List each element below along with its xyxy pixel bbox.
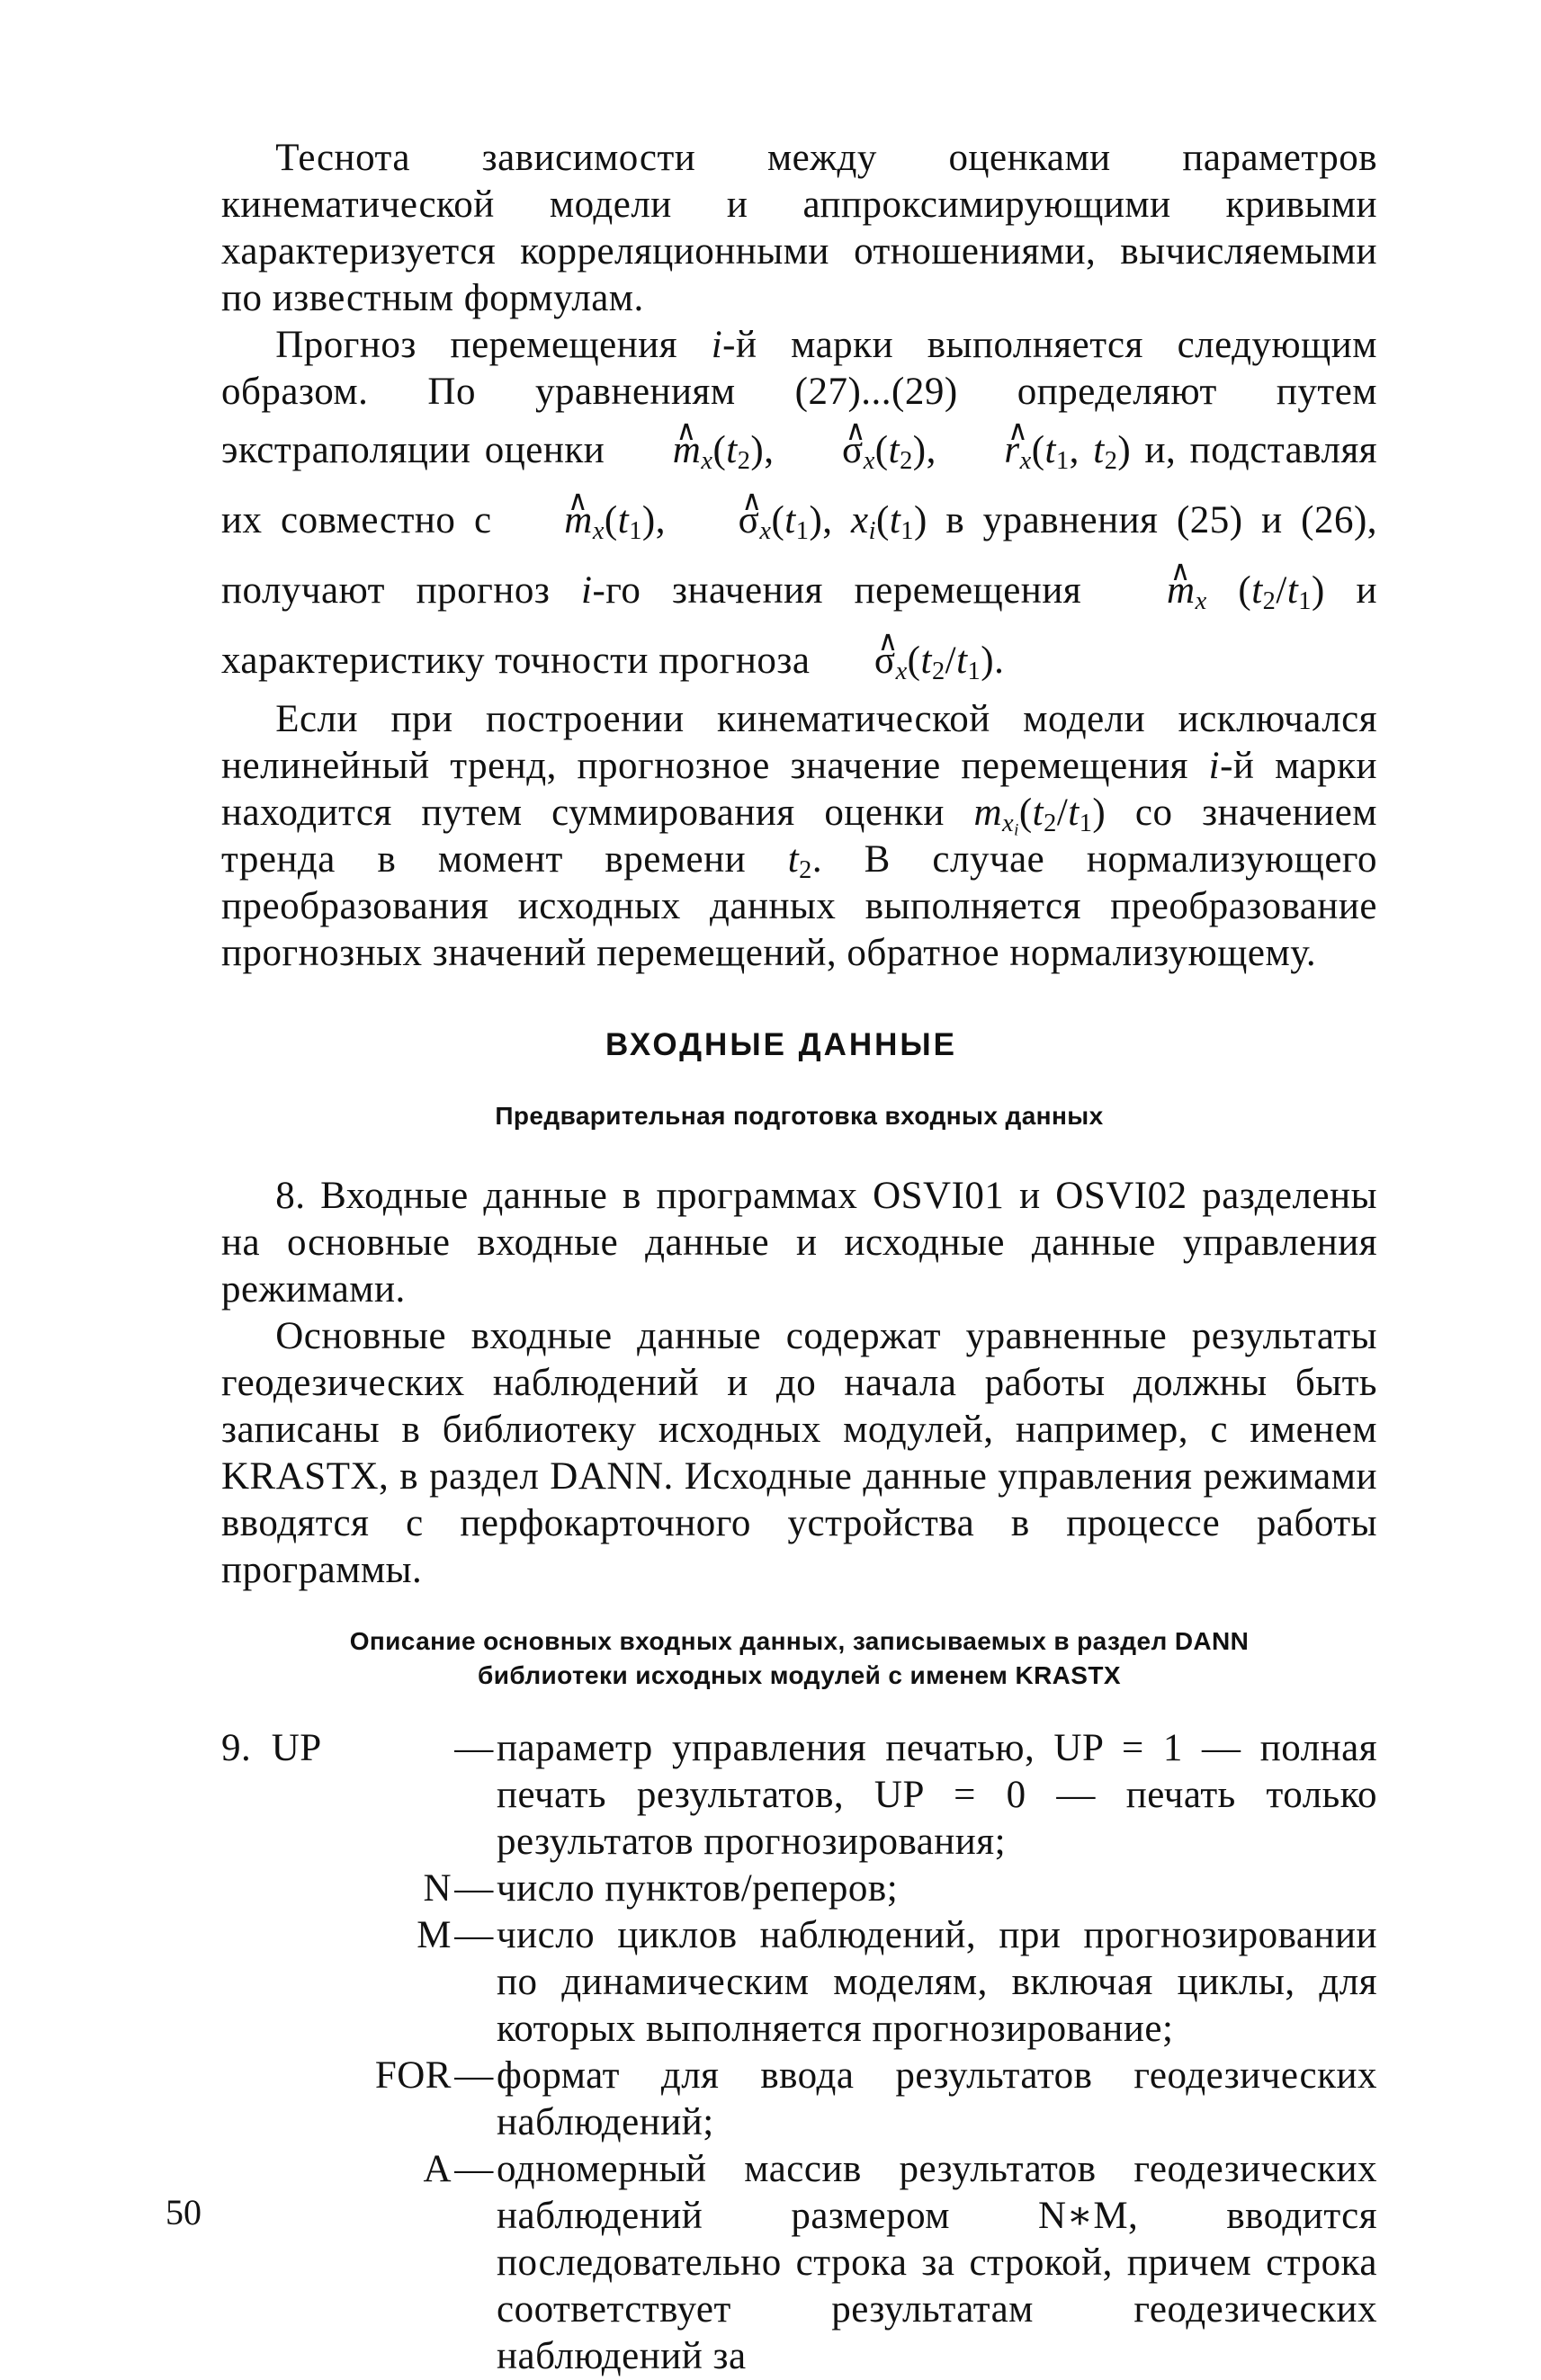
definition-term: A bbox=[423, 2148, 452, 2190]
paragraph-2-part-d: в уравнения (25) и (26), получают прогноз bbox=[221, 499, 1378, 612]
definition-dash: — bbox=[454, 1867, 494, 1910]
paragraph-2-part-b: -й марки выполняется следующим образом. По уравнениям (27)...(29) определяют путем экстраполяции оценки bbox=[221, 324, 1377, 471]
subsection-title-2-line-1: Описание основных входных данных, записываемых в раздел DANN bbox=[349, 1627, 1250, 1655]
paragraph-5: Основные входные данные содержат уравненные результаты геодезических наблюдений и до начала работы должны быть записаны в библиотеку исходных модулей, например, с именем KRASTX, в раздел DANN. Исходные данные управления режимами вводятся с перфокарточного устройства в процессе работы программы. bbox=[221, 1315, 1377, 1591]
definition-term: M bbox=[417, 1914, 452, 1956]
definition-text: формат для ввода результатов геодезических наблюдений; bbox=[497, 2054, 1377, 2143]
paragraph-3-part-c: со значением тренда в момент времени bbox=[221, 792, 1377, 881]
paragraph-4: 8. Входные данные в программах OSVI01 и OSVI02 разделены на основные входные данные и исходные данные управления режимами. bbox=[221, 1175, 1377, 1311]
definition-item bbox=[221, 1866, 1377, 1912]
subsection-title-2 bbox=[221, 1624, 1377, 1693]
paragraph-2-part-a: Прогноз перемещения bbox=[275, 324, 678, 366]
definition-item bbox=[221, 2053, 1377, 2146]
paragraph-3-part-a: Если при построении кинематической модели исключался нелинейный тренд, прогнозное значение перемещения bbox=[221, 698, 1377, 787]
definition-dash: — bbox=[454, 2054, 494, 2097]
definition-text: число пунктов/реперов; bbox=[497, 1867, 899, 1910]
paragraph-2-part-f: и характеристику точности прогноза bbox=[221, 569, 1377, 682]
definition-list bbox=[221, 1725, 1377, 2380]
definition-text: одномерный массив результатов геодезических наблюдений размером N∗M, вводится последовательно строка за строкой, причем строка соответствует результатам геодезических наблюдений за bbox=[497, 2148, 1377, 2377]
page-body bbox=[221, 135, 1377, 2380]
definition-item bbox=[221, 1725, 1377, 1866]
definition-dash: — bbox=[454, 1727, 494, 1769]
paragraph-3: Если при построении кинематической модели исключался нелинейный тренд, прогнозное значение перемещения i-й марки находится путем суммирования оценки $m_{x_i}(t_2/t_1)$ со значением тренда в момент времени $t_2$. В случае нормализующего преобразования исходных данных выполняется преобразование прогнозных значений перемещений, обратное нормализующему. bbox=[221, 698, 1378, 974]
section-title: ВХОДНЫЕ ДАННЫЕ bbox=[605, 1027, 958, 1062]
definition-term: 9. UP bbox=[221, 1727, 322, 1769]
subsection-title-1: Предварительная подготовка входных данных bbox=[495, 1102, 1104, 1130]
paragraph-3-part-b: -й марки находится путем суммирования оценки bbox=[221, 745, 1378, 834]
paragraph-2: Прогноз перемещения i-й марки выполняется следующим образом. По уравнениям (27)...(29) определяют путем экстраполяции оценки ∧ $m_x(t_2)$, ∧ $\sigma_x(t_2)$, ∧ $r_x(t_1$, $t_2$) и, подставляя их совместно с ∧ $m_x(t_1)$, ∧ $\sigma_x(t_1)$, $x_i(t_1)$ в уравнения (25) и (26), получают прогноз i-го значения перемещения ∧ $m_x$ $(t_2/t_1)$ и характеристику точности прогноза ∧ $\sigma_x(t_2/t_1)$. bbox=[221, 322, 1377, 696]
definition-dash: — bbox=[454, 1914, 494, 1956]
paragraph-2-part-e: -го значения перемещения bbox=[592, 569, 1082, 612]
paragraph-2-part-c: и, подставляя их совместно с bbox=[221, 429, 1378, 541]
subsection-title-2-line-2: библиотеки исходных модулей с именем KRASTX bbox=[478, 1661, 1121, 1689]
definition-text: параметр управления печатью, UP = 1 — полная печать результатов, UP = 0 — печать только результатов прогнозирования; bbox=[497, 1727, 1377, 1863]
definition-item bbox=[221, 1912, 1377, 2053]
page-number: 50 bbox=[166, 2192, 202, 2232]
paragraph-3-part-d: . В случае нормализующего преобразования исходных данных выполняется преобразование прогнозных значений перемещений, обратное нормализующему. bbox=[221, 838, 1378, 974]
definition-dash: — bbox=[454, 2148, 494, 2190]
definition-term: N bbox=[423, 1867, 452, 1910]
definition-item bbox=[221, 2146, 1377, 2380]
definition-text: число циклов наблюдений, при прогнозировании по динамическим моделям, включая циклы, для которых выполняется прогнозирование; bbox=[497, 1914, 1377, 2050]
paragraph-1: Теснота зависимости между оценками параметров кинематической модели и аппроксимирующими кривыми характеризуется корреляционными отношениями, вычисляемыми по известным формулам. bbox=[221, 137, 1377, 319]
definition-term: FOR bbox=[374, 2054, 452, 2097]
